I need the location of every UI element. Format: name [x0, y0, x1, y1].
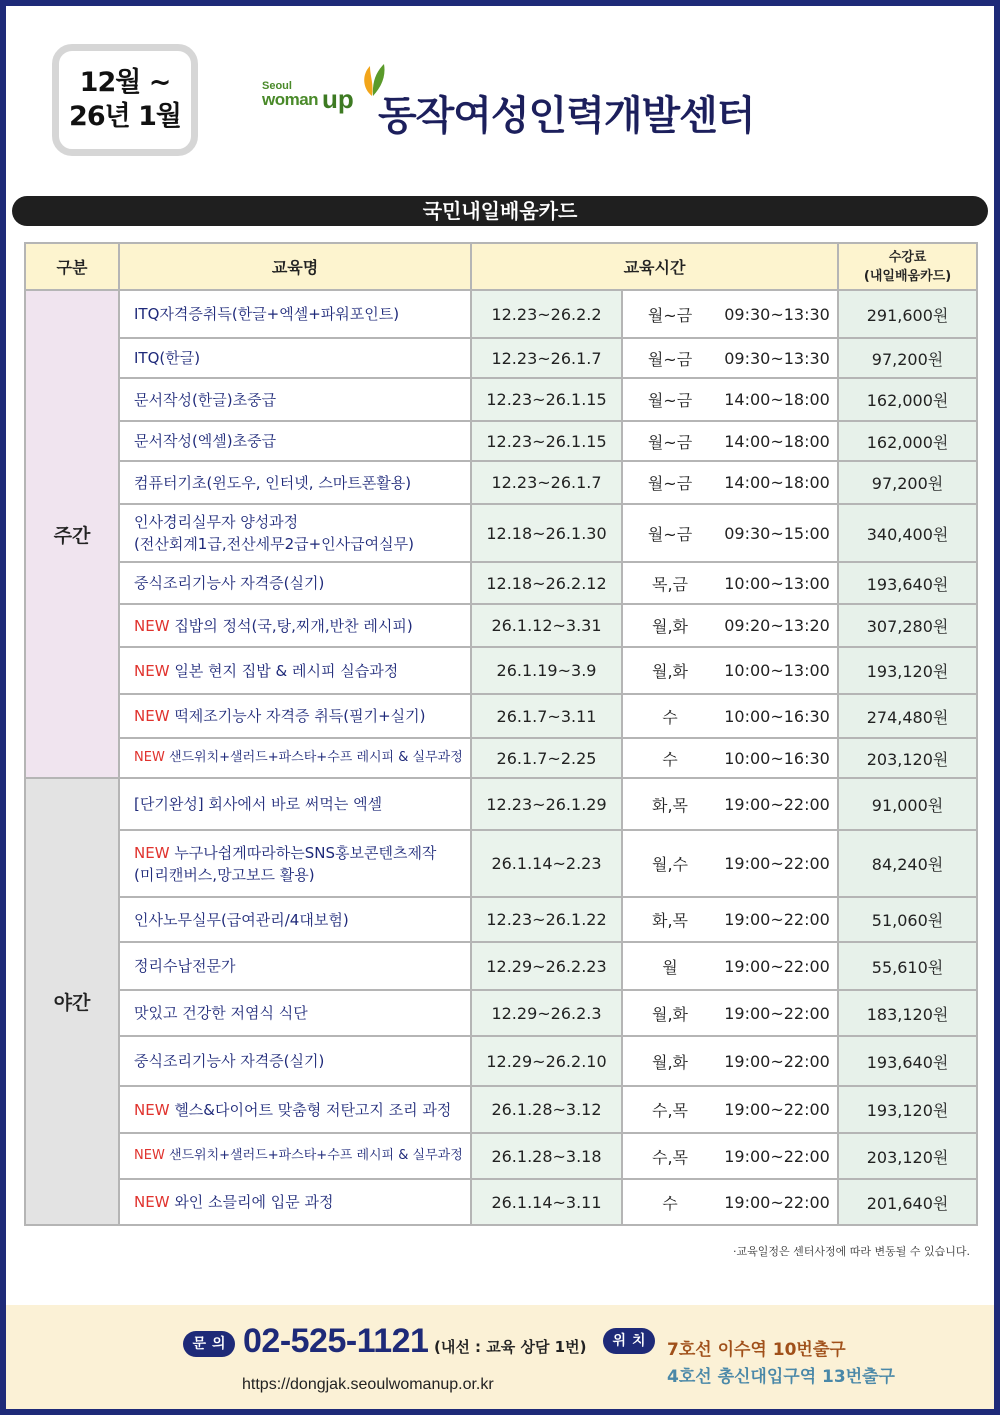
- course-period-cell: 12.23~26.1.7: [471, 461, 622, 504]
- course-days-cell: 월,화: [622, 1036, 717, 1086]
- course-time-cell: 10:00~13:00: [717, 562, 838, 604]
- header-category: 구분: [25, 243, 119, 290]
- course-name-cell: [119, 1036, 471, 1086]
- table-header-row: [25, 243, 977, 290]
- new-tag: NEW: [134, 707, 170, 725]
- new-tag: NEW: [134, 1148, 165, 1163]
- course-fee-cell: 193,640원: [838, 1036, 977, 1086]
- course-name-cell: [119, 290, 471, 338]
- course-fee-cell: 203,120원: [838, 738, 977, 778]
- course-time-cell: 19:00~22:00: [717, 942, 838, 990]
- table-body: [25, 290, 977, 1225]
- course-time-cell: 09:20~13:20: [717, 604, 838, 647]
- course-name-cell: [119, 942, 471, 990]
- center-name-title: 동작여성인력개발센터: [378, 93, 755, 139]
- new-tag: NEW: [134, 843, 170, 862]
- course-fee-cell: 183,120원: [838, 990, 977, 1036]
- course-name: 샌드위치+샐러드+파스타+수프 레시피 & 실무과정: [168, 1148, 463, 1163]
- course-fee-cell: 193,640원: [838, 562, 977, 604]
- schedule-change-note: ·교육일정은 센터사정에 따라 변동될 수 있습니다.: [733, 1245, 970, 1258]
- course-fee-cell: 91,000원: [838, 778, 977, 830]
- course-name-cell: [119, 778, 471, 830]
- course-days-cell: 월,화: [622, 990, 717, 1036]
- course-days-cell: 수: [622, 694, 717, 738]
- table-row: [25, 338, 977, 378]
- course-period-cell: 12.23~26.1.15: [471, 378, 622, 421]
- course-name-cell: [119, 897, 471, 942]
- course-name: 중식조리기능사 자격증(실기): [134, 574, 325, 592]
- course-days-cell: 월~금: [622, 461, 717, 504]
- course-period-cell: 26.1.19~3.9: [471, 647, 622, 694]
- course-days-cell: 수,목: [622, 1086, 717, 1133]
- course-name-cell: [119, 461, 471, 504]
- new-tag: NEW: [134, 750, 165, 765]
- table-row: [25, 942, 977, 990]
- phone-extension: (내선 : 교육 상담 1번): [434, 1338, 587, 1356]
- date-line-1: 12월 ~: [79, 67, 171, 98]
- course-time-cell: 10:00~13:00: [717, 647, 838, 694]
- course-fee-cell: 307,280원: [838, 604, 977, 647]
- course-time-cell: 19:00~22:00: [717, 1179, 838, 1225]
- course-period-cell: 26.1.7~3.11: [471, 694, 622, 738]
- course-fee-cell: 55,610원: [838, 942, 977, 990]
- logo-woman-text: woman: [262, 90, 319, 109]
- course-name: 중식조리기능사 자격증(실기): [134, 1052, 325, 1070]
- table-row: [25, 830, 977, 897]
- course-days-cell: 월~금: [622, 504, 717, 562]
- date-line-2: 26년 1월: [69, 101, 181, 132]
- course-time-cell: 09:30~13:30: [717, 290, 838, 338]
- course-days-cell: 수: [622, 1179, 717, 1225]
- table-row: [25, 738, 977, 778]
- course-period-cell: 12.23~26.2.2: [471, 290, 622, 338]
- location-line-1: 7호선 이수역 10번출구: [667, 1340, 846, 1360]
- course-fee-cell: 203,120원: [838, 1133, 977, 1179]
- course-time-cell: 19:00~22:00: [717, 830, 838, 897]
- course-name: 문서작성(엑셀)초중급: [134, 432, 277, 450]
- course-time-cell: 09:30~15:00: [717, 504, 838, 562]
- course-time-cell: 19:00~22:00: [717, 897, 838, 942]
- location-badge: 위치: [603, 1328, 655, 1354]
- course-name-cell: [119, 1133, 471, 1179]
- course-period-cell: 26.1.12~3.31: [471, 604, 622, 647]
- course-name: ITQ(한글): [134, 349, 201, 367]
- course-time-cell: 09:30~13:30: [717, 338, 838, 378]
- course-period-cell: 12.23~26.1.15: [471, 421, 622, 461]
- new-tag: NEW: [134, 1193, 170, 1211]
- course-days-cell: 수,목: [622, 1133, 717, 1179]
- course-time-cell: 10:00~16:30: [717, 694, 838, 738]
- header-course: 교육명: [119, 243, 471, 290]
- course-time-cell: 19:00~22:00: [717, 778, 838, 830]
- table-row: [25, 897, 977, 942]
- course-period-cell: 12.23~26.1.22: [471, 897, 622, 942]
- course-days-cell: 월~금: [622, 338, 717, 378]
- table-row: [25, 778, 977, 830]
- course-name: 문서작성(한글)초중급: [134, 390, 277, 409]
- course-name: 일본 현지 집밥 & 레시피 실습과정: [174, 661, 399, 680]
- course-name-cell: [119, 694, 471, 738]
- course-days-cell: 월,화: [622, 604, 717, 647]
- course-fee-cell: 84,240원: [838, 830, 977, 897]
- course-period-cell: 26.1.14~3.11: [471, 1179, 622, 1225]
- course-fee-cell: 193,120원: [838, 1086, 977, 1133]
- course-period-cell: 12.18~26.2.12: [471, 562, 622, 604]
- course-time-cell: 19:00~22:00: [717, 1086, 838, 1133]
- course-days-cell: 월~금: [622, 378, 717, 421]
- location-line-2: 4호선 총신대입구역 13번출구: [667, 1367, 895, 1387]
- table-row: [25, 290, 977, 338]
- header-schedule: 교육시간: [471, 243, 838, 290]
- course-period-cell: 26.1.28~3.18: [471, 1133, 622, 1179]
- course-name-cell: [119, 647, 471, 694]
- course-name-cell: [119, 738, 471, 778]
- course-name-cell: [119, 990, 471, 1036]
- course-days-cell: 화,목: [622, 778, 717, 830]
- website-link[interactable]: https://dongjak.seoulwomanup.or.kr: [242, 1376, 494, 1393]
- logo-seoul-text: Seoul: [262, 80, 292, 92]
- course-time-cell: 10:00~16:30: [717, 738, 838, 778]
- course-name-cell: [119, 562, 471, 604]
- course-period-cell: 12.29~26.2.10: [471, 1036, 622, 1086]
- course-name: 떡제조기능사 자격증 취득(필기+실기): [174, 707, 426, 725]
- course-time-cell: 14:00~18:00: [717, 421, 838, 461]
- table-row: [25, 1036, 977, 1086]
- course-name: 헬스&다이어트 맞춤형 저탄고지 조리 과정: [174, 1100, 452, 1119]
- table-row: [25, 647, 977, 694]
- course-fee-cell: 193,120원: [838, 647, 977, 694]
- course-name: 누구나쉽게따라하는SNS홍보콘텐츠제작: [174, 843, 437, 862]
- category-cell: 야간: [25, 778, 119, 1225]
- course-name-cell: [119, 830, 471, 897]
- course-period-cell: 12.18~26.1.30: [471, 504, 622, 562]
- course-name-cell: [119, 1086, 471, 1133]
- new-tag: NEW: [134, 616, 170, 635]
- table-row: [25, 378, 977, 421]
- course-table: [24, 242, 978, 1226]
- course-days-cell: 목,금: [622, 562, 717, 604]
- course-name-cell: [119, 1179, 471, 1225]
- table-row: [25, 604, 977, 647]
- course-days-cell: 화,목: [622, 897, 717, 942]
- table-row: [25, 990, 977, 1036]
- course-name: 샌드위치+샐러드+파스타+수프 레시피 & 실무과정: [168, 750, 463, 765]
- course-time-cell: 19:00~22:00: [717, 990, 838, 1036]
- table-row: [25, 562, 977, 604]
- course-time-cell: 19:00~22:00: [717, 1036, 838, 1086]
- new-tag: NEW: [134, 661, 170, 680]
- course-name: 인사노무실무(급여관리/4대보험): [134, 910, 349, 929]
- course-period-cell: 12.23~26.1.29: [471, 778, 622, 830]
- course-period-cell: 12.23~26.1.7: [471, 338, 622, 378]
- course-name-cell: [119, 504, 471, 562]
- date-range-box: [52, 44, 198, 156]
- course-name-cell: [119, 378, 471, 421]
- course-name-cell: [119, 604, 471, 647]
- table-row: [25, 694, 977, 738]
- course-time-cell: 19:00~22:00: [717, 1133, 838, 1179]
- course-fee-cell: 201,640원: [838, 1179, 977, 1225]
- course-name: 인사경리실무자 양성과정: [134, 513, 299, 531]
- course-time-cell: 14:00~18:00: [717, 378, 838, 421]
- course-name-subline: (미리캔버스,망고보드 활용): [134, 865, 315, 884]
- course-name: 컴퓨터기초(윈도우, 인터넷, 스마트폰활용): [134, 473, 412, 492]
- course-name: ITQ자격증취득(한글+엑셀+파워포인트): [134, 305, 400, 323]
- table-row: [25, 504, 977, 562]
- course-period-cell: 26.1.28~3.12: [471, 1086, 622, 1133]
- header-fee-line1: 수강료: [888, 249, 927, 265]
- table-row: [25, 461, 977, 504]
- course-period-cell: 12.29~26.2.23: [471, 942, 622, 990]
- table-row: [25, 1179, 977, 1225]
- course-days-cell: 월~금: [622, 290, 717, 338]
- course-days-cell: 월~금: [622, 421, 717, 461]
- course-name-subline: (전산회계1급,전산세무2급+인사급여실무): [134, 535, 414, 553]
- course-name: 집밥의 정석(국,탕,찌개,반찬 레시피): [174, 616, 413, 635]
- table-row: [25, 1086, 977, 1133]
- course-period-cell: 12.29~26.2.3: [471, 990, 622, 1036]
- header-fee-line2: (내일배움카드): [863, 268, 952, 284]
- course-name-cell: [119, 338, 471, 378]
- phone-number[interactable]: 02-525-1121: [243, 1322, 429, 1360]
- course-name-cell: [119, 421, 471, 461]
- course-name: 정리수납전문가: [134, 957, 236, 975]
- course-period-cell: 26.1.7~2.25: [471, 738, 622, 778]
- course-days-cell: 월: [622, 942, 717, 990]
- inquiry-badge: 문의: [183, 1331, 235, 1357]
- course-days-cell: 월,수: [622, 830, 717, 897]
- course-fee-cell: 162,000원: [838, 378, 977, 421]
- course-period-cell: 26.1.14~2.23: [471, 830, 622, 897]
- table-row: [25, 1133, 977, 1179]
- logo-up-text: up: [322, 84, 354, 114]
- category-cell: 주간: [25, 290, 119, 778]
- course-time-cell: 14:00~18:00: [717, 461, 838, 504]
- course-fee-cell: 291,600원: [838, 290, 977, 338]
- course-fee-cell: 97,200원: [838, 461, 977, 504]
- header-fee: [838, 243, 977, 290]
- new-tag: NEW: [134, 1100, 170, 1119]
- course-name: 와인 소믈리에 입문 과정: [174, 1193, 334, 1211]
- table-row: [25, 421, 977, 461]
- section-title-bar: 국민내일배움카드: [12, 196, 988, 226]
- course-name: 맛있고 건강한 저염식 식단: [134, 1004, 308, 1022]
- course-fee-cell: 51,060원: [838, 897, 977, 942]
- course-name: [단기완성] 회사에서 바로 써먹는 엑셀: [134, 795, 383, 813]
- course-days-cell: 월,화: [622, 647, 717, 694]
- course-days-cell: 수: [622, 738, 717, 778]
- course-fee-cell: 274,480원: [838, 694, 977, 738]
- course-fee-cell: 340,400원: [838, 504, 977, 562]
- course-fee-cell: 97,200원: [838, 338, 977, 378]
- course-fee-cell: 162,000원: [838, 421, 977, 461]
